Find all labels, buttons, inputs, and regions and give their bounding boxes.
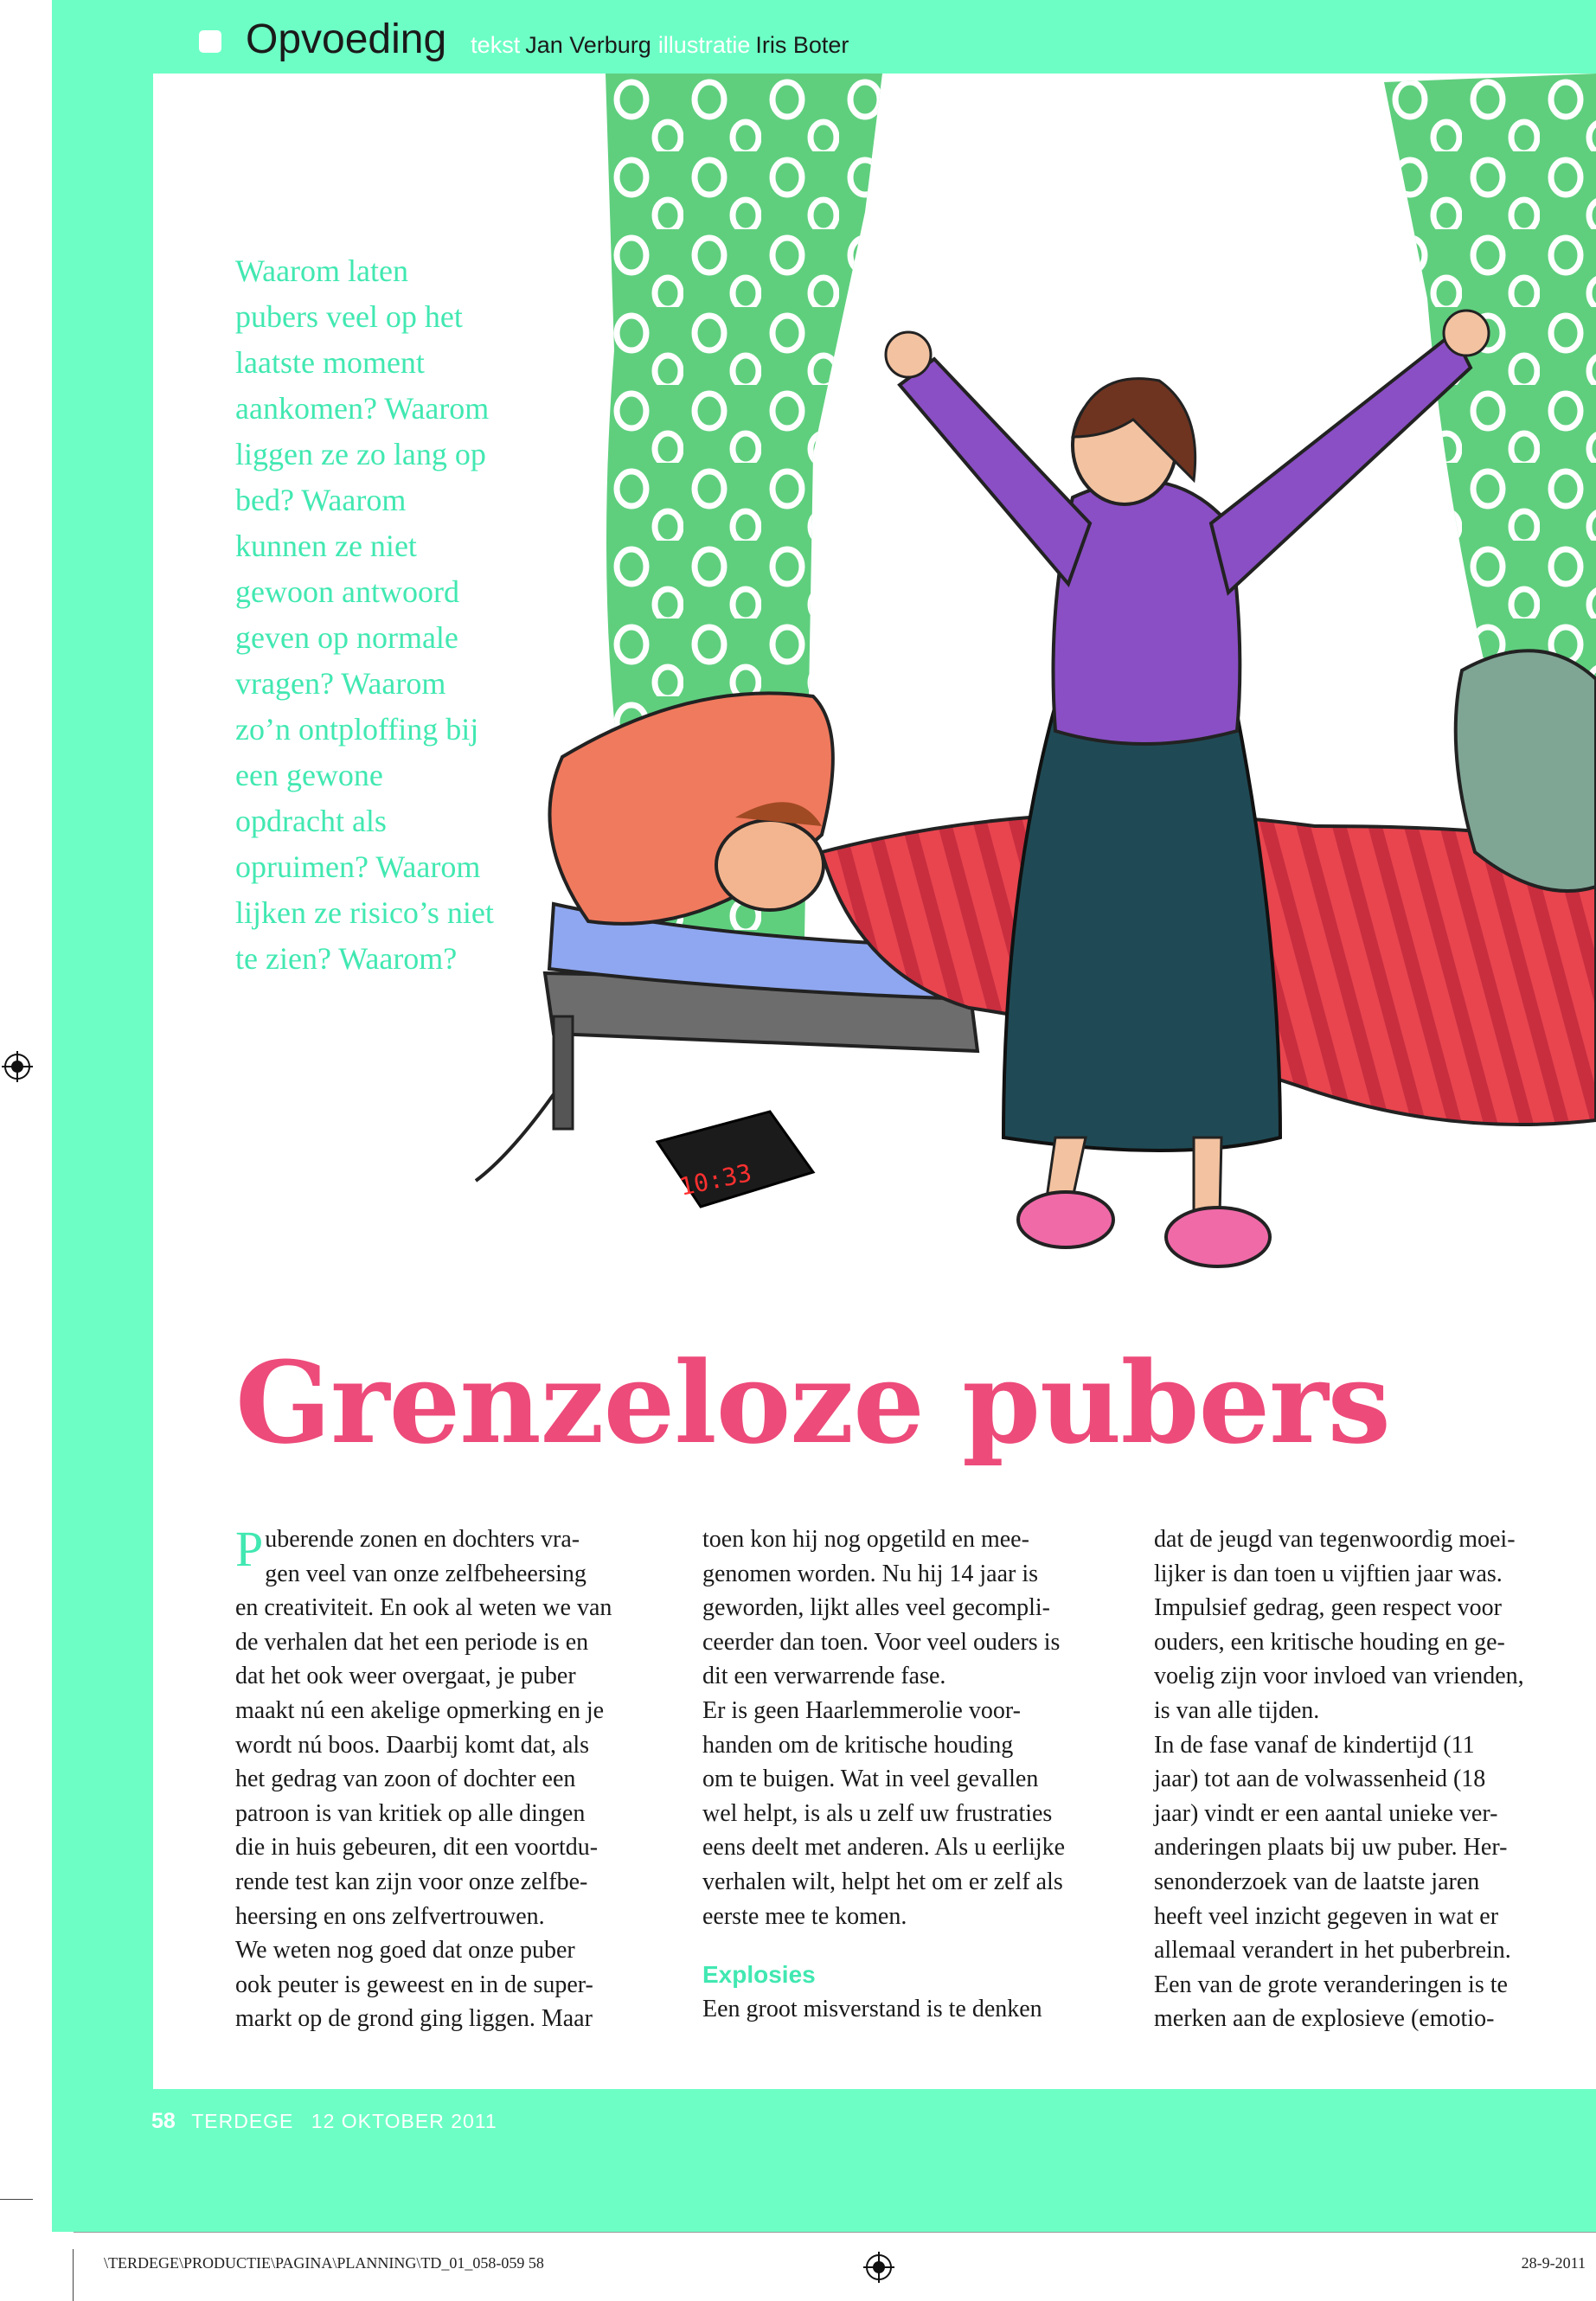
- slipper-right: [1166, 1208, 1270, 1266]
- body-line: Een groot misverstand is te denken: [702, 1995, 1042, 2022]
- section-square-icon: [199, 30, 221, 53]
- left-margin-band: [52, 0, 153, 2232]
- body-line: ceerder dan toen. Voor veel ouders is: [702, 1628, 1061, 1656]
- text-credit-label: tekst: [471, 32, 521, 58]
- boy-face: [716, 820, 824, 910]
- slug-date: 28-9-2011: [1521, 2254, 1586, 2272]
- body-line: het gedrag van zoon of dochter een: [235, 1766, 576, 1793]
- body-line: en creativiteit. En ook al weten we van: [235, 1594, 612, 1622]
- illustration-credit-label: illustratie: [657, 32, 751, 58]
- body-line: merken aan de explosieve (emotio-: [1154, 2005, 1495, 2033]
- body-line: geworden, lijkt alles veel gecompli-: [702, 1594, 1050, 1622]
- alarm-clock: [657, 1112, 813, 1207]
- body-line: genomen worden. Nu hij 14 jaar is: [702, 1560, 1039, 1587]
- body-line: voelig zijn voor invloed van vrienden,: [1154, 1663, 1524, 1690]
- body-line: senonderzoek van de laatste jaren: [1154, 1868, 1480, 1895]
- body-line: markt op de grond ging liggen. Maar: [235, 2005, 593, 2033]
- body-line: dit een verwarrende fase.: [702, 1663, 946, 1690]
- headline: Grenzeloze pubers: [235, 1336, 1390, 1469]
- body-line: jaar) vindt er een aantal unieke ver-: [1154, 1799, 1498, 1827]
- body-line: lijker is dan toen u vijftien jaar was.: [1154, 1560, 1503, 1587]
- body-column-2: [702, 1522, 1145, 2026]
- slug-file-path: \TERDEGE\PRODUCTIE\PAGINA\PLANNING\TD_01_058-059 58: [104, 2254, 544, 2272]
- body-line: anderingen plaats bij uw puber. Her-: [1154, 1834, 1508, 1862]
- body-line: Impulsief gedrag, geen respect voor: [1154, 1594, 1502, 1622]
- body-line: wel helpt, is als u zelf uw frustraties: [702, 1799, 1053, 1827]
- slug-divider: [74, 2232, 1596, 2233]
- body-line: wordt nú boos. Daarbij komt dat, als: [235, 1731, 590, 1759]
- body-line: dat het ook weer overgaat, je puber: [235, 1663, 576, 1690]
- body-column-3: [1154, 1522, 1596, 2036]
- illustrator-name: Iris Boter: [755, 32, 849, 58]
- body-line: jaar) tot aan de volwassenheid (18: [1154, 1766, 1486, 1793]
- body-line: ook peuter is geweest en in de super-: [235, 1971, 593, 1998]
- section-header: [199, 16, 856, 67]
- body-line: verhalen wilt, helpt het om er zelf als: [702, 1868, 1063, 1895]
- body-line: gen veel van onze zelfbeheersing: [265, 1560, 586, 1587]
- body-line: om te buigen. Wat in veel gevallen: [702, 1766, 1039, 1793]
- body-line: toen kon hij nog opgetild en mee-: [702, 1526, 1029, 1553]
- registration-mark-icon: [863, 2252, 894, 2283]
- folio: [151, 2109, 510, 2134]
- body-line: die in huis gebeuren, dit een voortdu-: [235, 1834, 599, 1862]
- body-line: Een van de grote veranderingen is te: [1154, 1971, 1508, 1998]
- magazine-name: TERDEGE: [191, 2110, 294, 2132]
- illustration-mother-opening-curtains: [450, 74, 1596, 1328]
- body-line: maakt nú een akelige opmerking en je: [235, 1696, 605, 1724]
- body-line: rende test kan zijn voor onze zelfbe-: [235, 1868, 588, 1895]
- mother-skirt: [1003, 694, 1280, 1150]
- page-number: 58: [151, 2109, 176, 2133]
- slipper-left: [1018, 1192, 1113, 1247]
- clock-display: 10:33: [676, 1158, 754, 1202]
- issue-date: 12 OKTOBER 2011: [311, 2110, 497, 2132]
- body-line: heeft veel inzicht gegeven in wat er: [1154, 1902, 1499, 1930]
- pillow-right: [1456, 651, 1596, 891]
- body-line: uberende zonen en dochters vra-: [265, 1526, 580, 1553]
- section-title: Opvoeding: [246, 16, 447, 62]
- body-line: patroon is van kritiek op alle dingen: [235, 1799, 586, 1827]
- body-line: eens deelt met anderen. Als u eerlijke: [702, 1834, 1066, 1862]
- body-column-1: [235, 1522, 678, 2036]
- body-line: We weten nog goed dat onze puber: [235, 1937, 575, 1965]
- dropcap: P: [235, 1521, 264, 1577]
- body-line: eerste mee te komen.: [702, 1902, 907, 1930]
- body-line: In de fase vanaf de kindertijd (11: [1154, 1731, 1475, 1759]
- body-line: ouders, een kritische houding en ge-: [1154, 1628, 1505, 1656]
- trim-mark: [0, 2199, 33, 2200]
- body-line: Er is geen Haarlemmerolie voor-: [702, 1696, 1021, 1724]
- body-line: heersing en ons zelfvertrouwen.: [235, 1902, 545, 1930]
- intro-text: Waarom laten pubers veel op het laatste moment aankomen? Waarom liggen ze zo lang op bed? Waarom kunnen ze niet gewoon antwoord geven op normale vragen? Waarom zo’n ontploffing bij een gewone opdracht als opruimen? Waarom lijken ze risico’s niet te zien? Waarom?: [235, 253, 494, 976]
- body-line: allemaal verandert in het puberbrein.: [1154, 1937, 1511, 1965]
- author-name: Jan Verburg: [525, 32, 651, 58]
- registration-mark-icon: [2, 1051, 33, 1082]
- body-line: de verhalen dat het een periode is en: [235, 1628, 589, 1656]
- subheading-explosies: Explosies: [702, 1961, 816, 1989]
- trim-mark: [73, 2249, 74, 2301]
- body-line: handen om de kritische houding: [702, 1731, 1014, 1759]
- body-line: is van alle tijden.: [1154, 1696, 1320, 1724]
- body-line: dat de jeugd van tegenwoordig moei-: [1154, 1526, 1516, 1553]
